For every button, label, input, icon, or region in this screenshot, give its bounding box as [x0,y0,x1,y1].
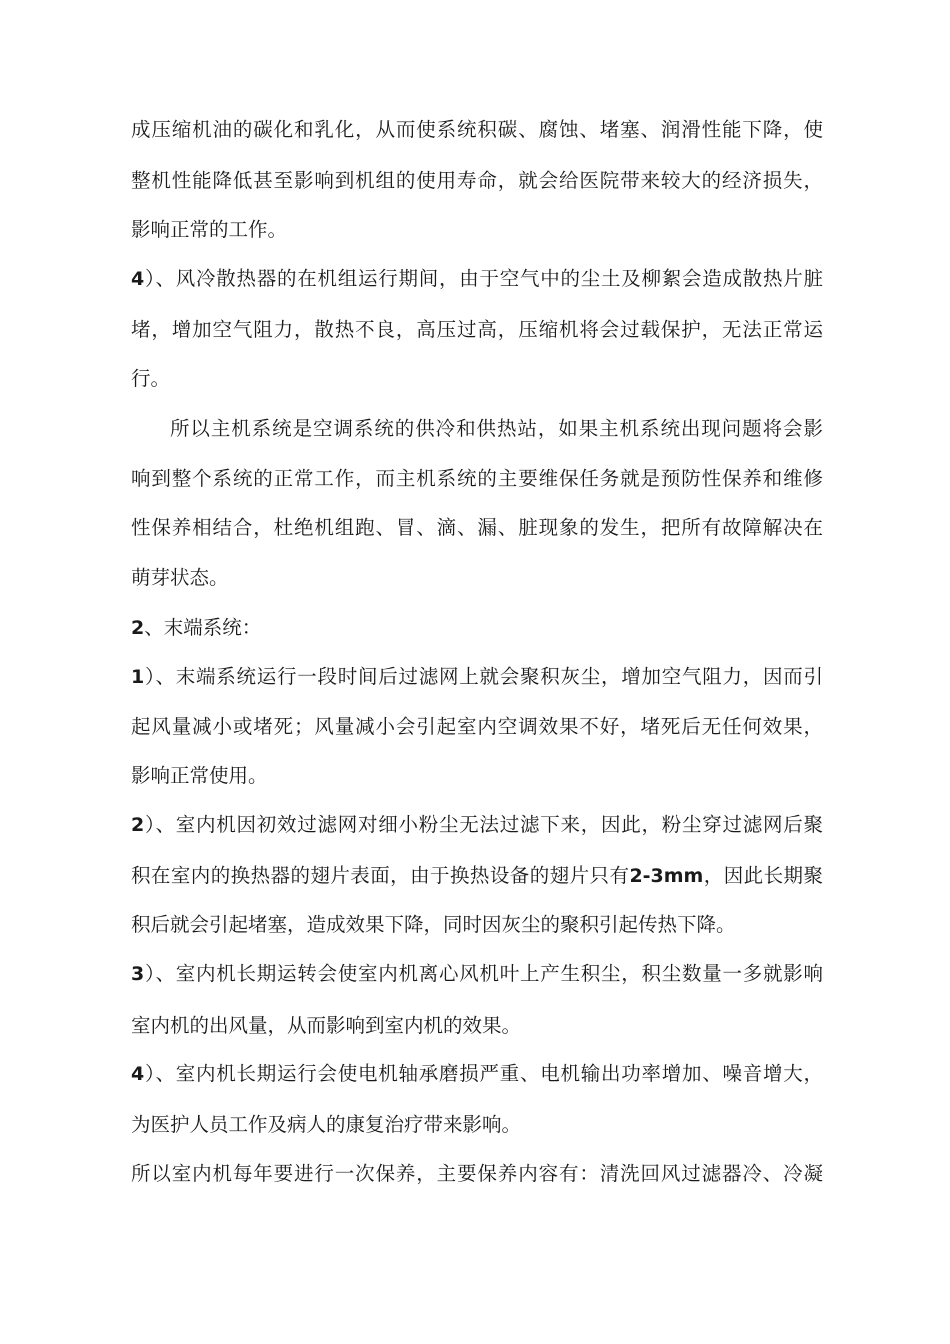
paragraph-line [131,115,823,145]
section-heading [131,613,823,643]
item-number: 4 [131,268,145,290]
line-text: 影响正常的工作。 [131,218,288,241]
list-item-heading [131,662,823,692]
paragraph-line [131,215,823,245]
list-item-heading [131,810,823,840]
line-text: 积后就会引起堵塞，造成效果下降，同时因灰尘的聚积引起传热下降。 [131,913,736,936]
item-number: 4 [131,1063,145,1085]
paragraph-line [131,315,823,345]
paragraph-line [131,1159,823,1189]
line-text: ）、室内机长期运行会使电机轴承磨损严重、电机输出功率增加、噪音增大， [144,1062,823,1085]
line-text: 萌芽状态。 [131,566,229,589]
line-text: 整机性能降低甚至影响到机组的使用寿命，就会给医院带来较大的经济损失， [131,169,823,192]
list-item-heading [131,959,823,989]
line-text: ）、末端系统运行一段时间后过滤网上就会聚积灰尘，增加空气阻力，因而引 [144,665,823,688]
line-text: 所以室内机每年要进行一次保养，主要保养内容有：清洗回风过滤器冷、冷凝 [131,1162,823,1185]
line-text-start: 积在室内的换热器的翅片表面，由于换热设备的翅片只有 [131,864,630,887]
item-number: 1 [131,666,145,688]
line-text: 响到整个系统的正常工作，而主机系统的主要维保任务就是预防性保养和维修 [131,467,823,490]
paragraph-line [131,712,823,742]
paragraph-line [131,910,823,940]
list-item-heading [131,1059,823,1089]
line-text: ）、风冷散热器的在机组运行期间，由于空气中的尘土及柳絮会造成散热片脏 [144,267,823,290]
line-text: 为医护人员工作及病人的康复治疗带来影响。 [131,1113,522,1136]
paragraph-first-line [170,414,823,444]
paragraph-line [131,861,823,891]
line-text: ）、室内机长期运转会使室内机离心风机叶上产生积尘，积尘数量一多就影响 [144,962,823,985]
paragraph-line [131,464,823,494]
line-text: 成压缩机油的碳化和乳化，从而使系统积碳、腐蚀、堵塞、润滑性能下降，使 [131,118,823,141]
line-text: 影响正常使用。 [131,764,268,787]
list-item-heading [131,264,823,294]
line-text: 起风量减小或堵死；风量减小会引起室内空调效果不好，堵死后无任何效果， [131,715,823,738]
line-text: ）、室内机因初效过滤网对细小粉尘无法过滤下来，因此，粉尘穿过滤网后聚 [144,813,823,836]
line-text: 堵，增加空气阻力，散热不良，高压过高，压缩机将会过载保护，无法正常运 [131,318,823,341]
fin-spacing-value: 2-3mm [629,865,704,887]
paragraph-line [131,166,823,196]
item-number: 3 [131,963,145,985]
item-number: 2 [131,814,145,836]
paragraph-line [131,1011,823,1041]
line-text: 性保养相结合，杜绝机组跑、冒、滴、漏、脏现象的发生，把所有故障解决在 [131,516,823,539]
paragraph-line [131,513,823,543]
paragraph-line [131,563,823,593]
paragraph-line [131,1110,823,1140]
section-number: 2 [131,617,145,639]
paragraph-line [131,364,823,394]
paragraph-line [131,761,823,791]
line-text: 所以主机系统是空调系统的供冷和供热站，如果主机系统出现问题将会影 [170,417,823,440]
line-text: 行。 [131,367,171,390]
line-text-end: ，因此长期聚 [703,864,823,887]
line-text: 、末端系统： [144,616,262,639]
line-text: 室内机的出风量，从而影响到室内机的效果。 [131,1014,522,1037]
